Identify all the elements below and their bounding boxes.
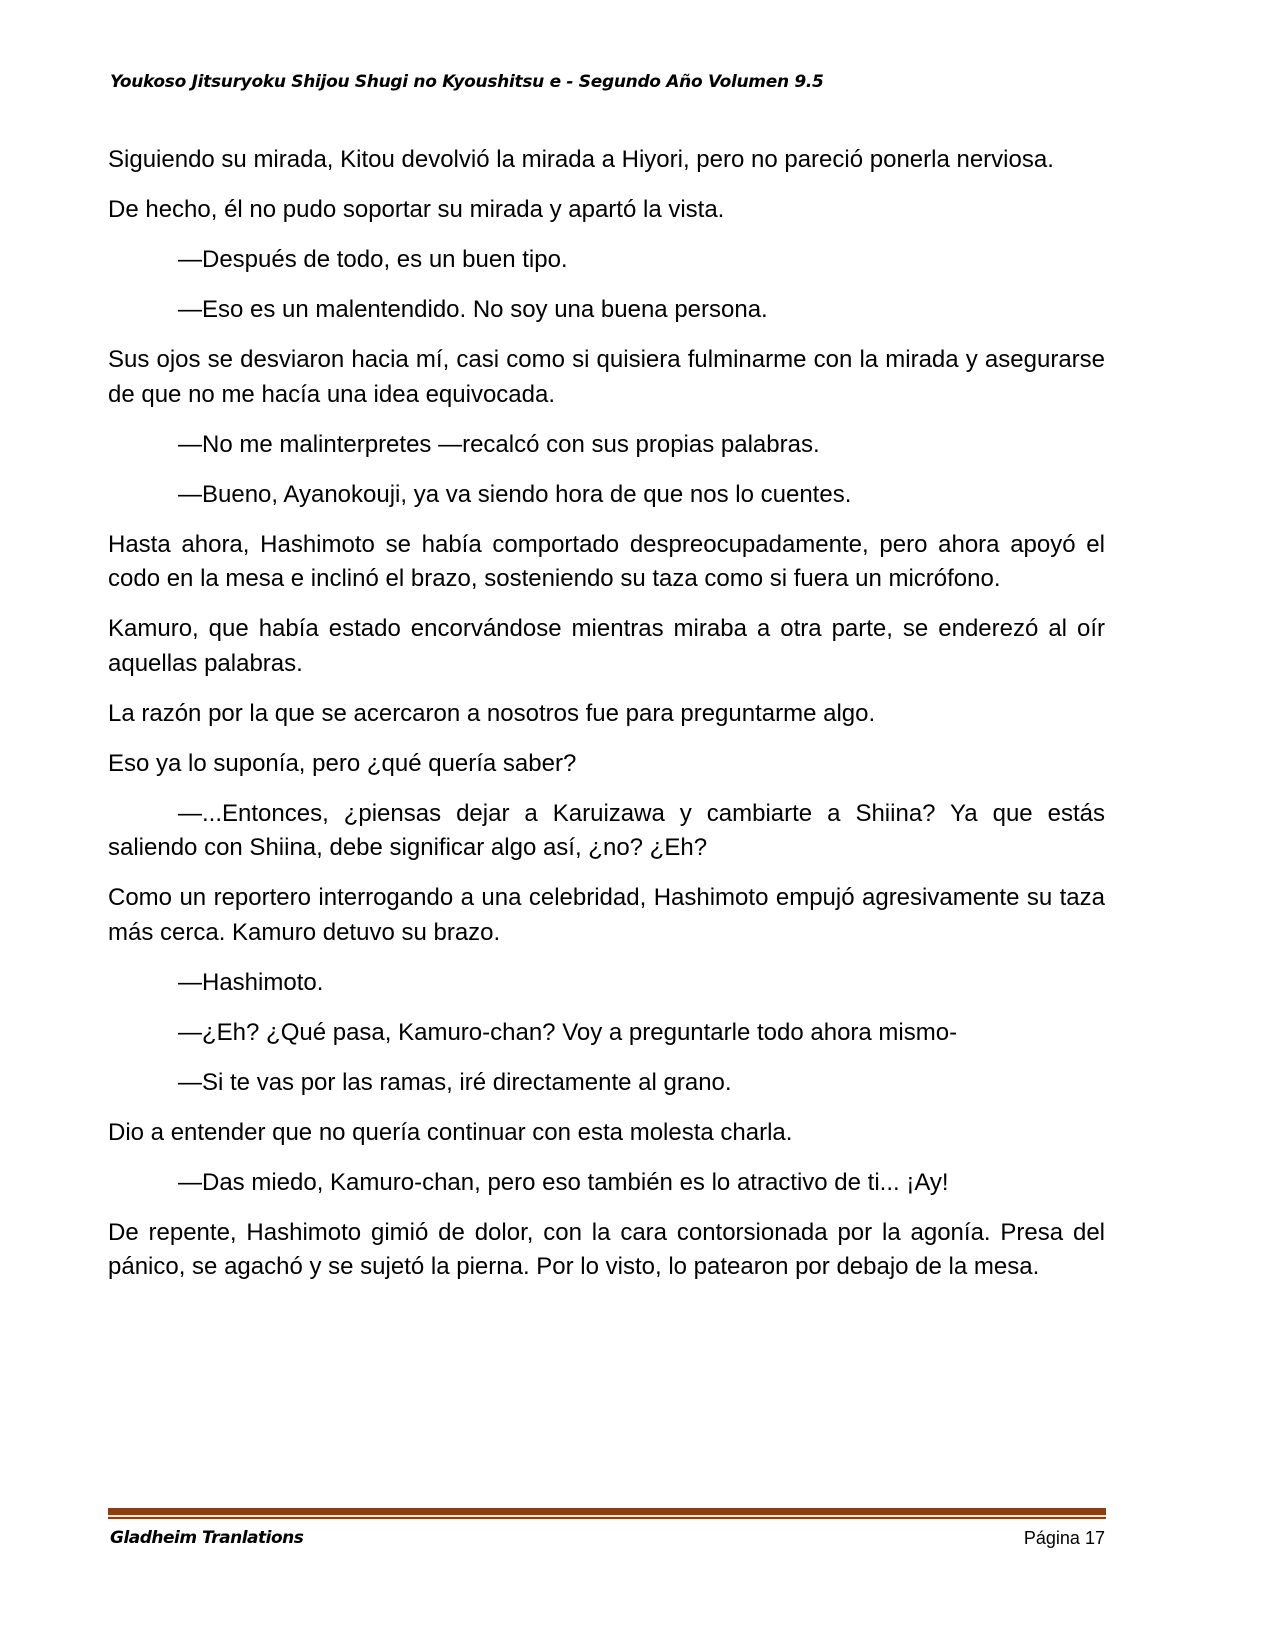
paragraph: Siguiendo su mirada, Kitou devolvió la mirada a Hiyori, pero no pareció ponerla nerviosa. (108, 146, 1054, 173)
dialogue-line: —...Entonces, ¿piensas dejar a Karuizawa y cambiarte a Shiina? Ya que estás saliendo con Shiina, debe significar algo así, ¿no? ¿Eh? (108, 799, 1105, 861)
footer-credit: Gladheim Tranlations (110, 1528, 304, 1548)
dialogue-line: —Eso es un malentendido. No soy una buena persona. (178, 296, 768, 323)
dialogue-line: —Bueno, Ayanokouji, ya va siendo hora de que nos lo cuentes. (178, 480, 852, 508)
dialogue-line: —Si te vas por las ramas, iré directamente al grano. (178, 1068, 732, 1096)
paragraph: Hasta ahora, Hashimoto se había comportado despreocupadamente, pero ahora apoyó el codo en la mesa e inclinó el brazo, sosteniendo su taza como si fuera un micrófono. (108, 530, 1105, 592)
dialogue-line: —No me malinterpretes —recalcó con sus propias palabras. (178, 430, 820, 458)
paragraph: Como un reportero interrogando a una celebridad, Hashimoto empujó agresivamente su taza más cerca. Kamuro detuvo su brazo. (108, 884, 1105, 946)
running-header: Youkoso Jitsuryoku Shijou Shugi no Kyoushitsu e - Segundo Año Volumen 9.5 (110, 72, 824, 92)
footer-rule (108, 1508, 1106, 1515)
page-number-value: 17 (1084, 1528, 1105, 1548)
paragraph: Kamuro, que había estado encorvándose mientras miraba a otra parte, se enderezó al oír aquellas palabras. (108, 615, 1105, 677)
body-text (108, 143, 1105, 1300)
paragraph: De hecho, él no pudo soportar su mirada y apartó la vista. (108, 196, 725, 223)
paragraph: Eso ya lo suponía, pero ¿qué quería saber? (108, 749, 577, 777)
dialogue-line: —Das miedo, Kamuro-chan, pero eso también es lo atractivo de ti... ¡Ay! (178, 1168, 949, 1196)
dialogue-line: —Hashimoto. (178, 968, 324, 996)
paragraph: De repente, Hashimoto gimió de dolor, con la cara contorsionada por la agonía. Presa del pánico, se agachó y se sujetó la pierna. Por lo visto, lo patearon por debajo de la mesa. (108, 1218, 1105, 1280)
footer-rule-thin (108, 1517, 1106, 1519)
page-label: Página (1023, 1528, 1080, 1548)
page-number (1024, 1528, 1105, 1549)
dialogue-line: —Después de todo, es un buen tipo. (178, 246, 568, 273)
paragraph: La razón por la que se acercaron a nosotros fue para preguntarme algo. (108, 699, 876, 727)
paragraph: Sus ojos se desviaron hacia mí, casi como si quisiera fulminarme con la mirada y asegurarse de que no me hacía una idea equivocada. (108, 346, 1105, 408)
dialogue-line: —¿Eh? ¿Qué pasa, Kamuro-chan? Voy a preguntarle todo ahora mismo- (178, 1018, 958, 1046)
paragraph: Dio a entender que no quería continuar con esta molesta charla. (108, 1118, 793, 1146)
